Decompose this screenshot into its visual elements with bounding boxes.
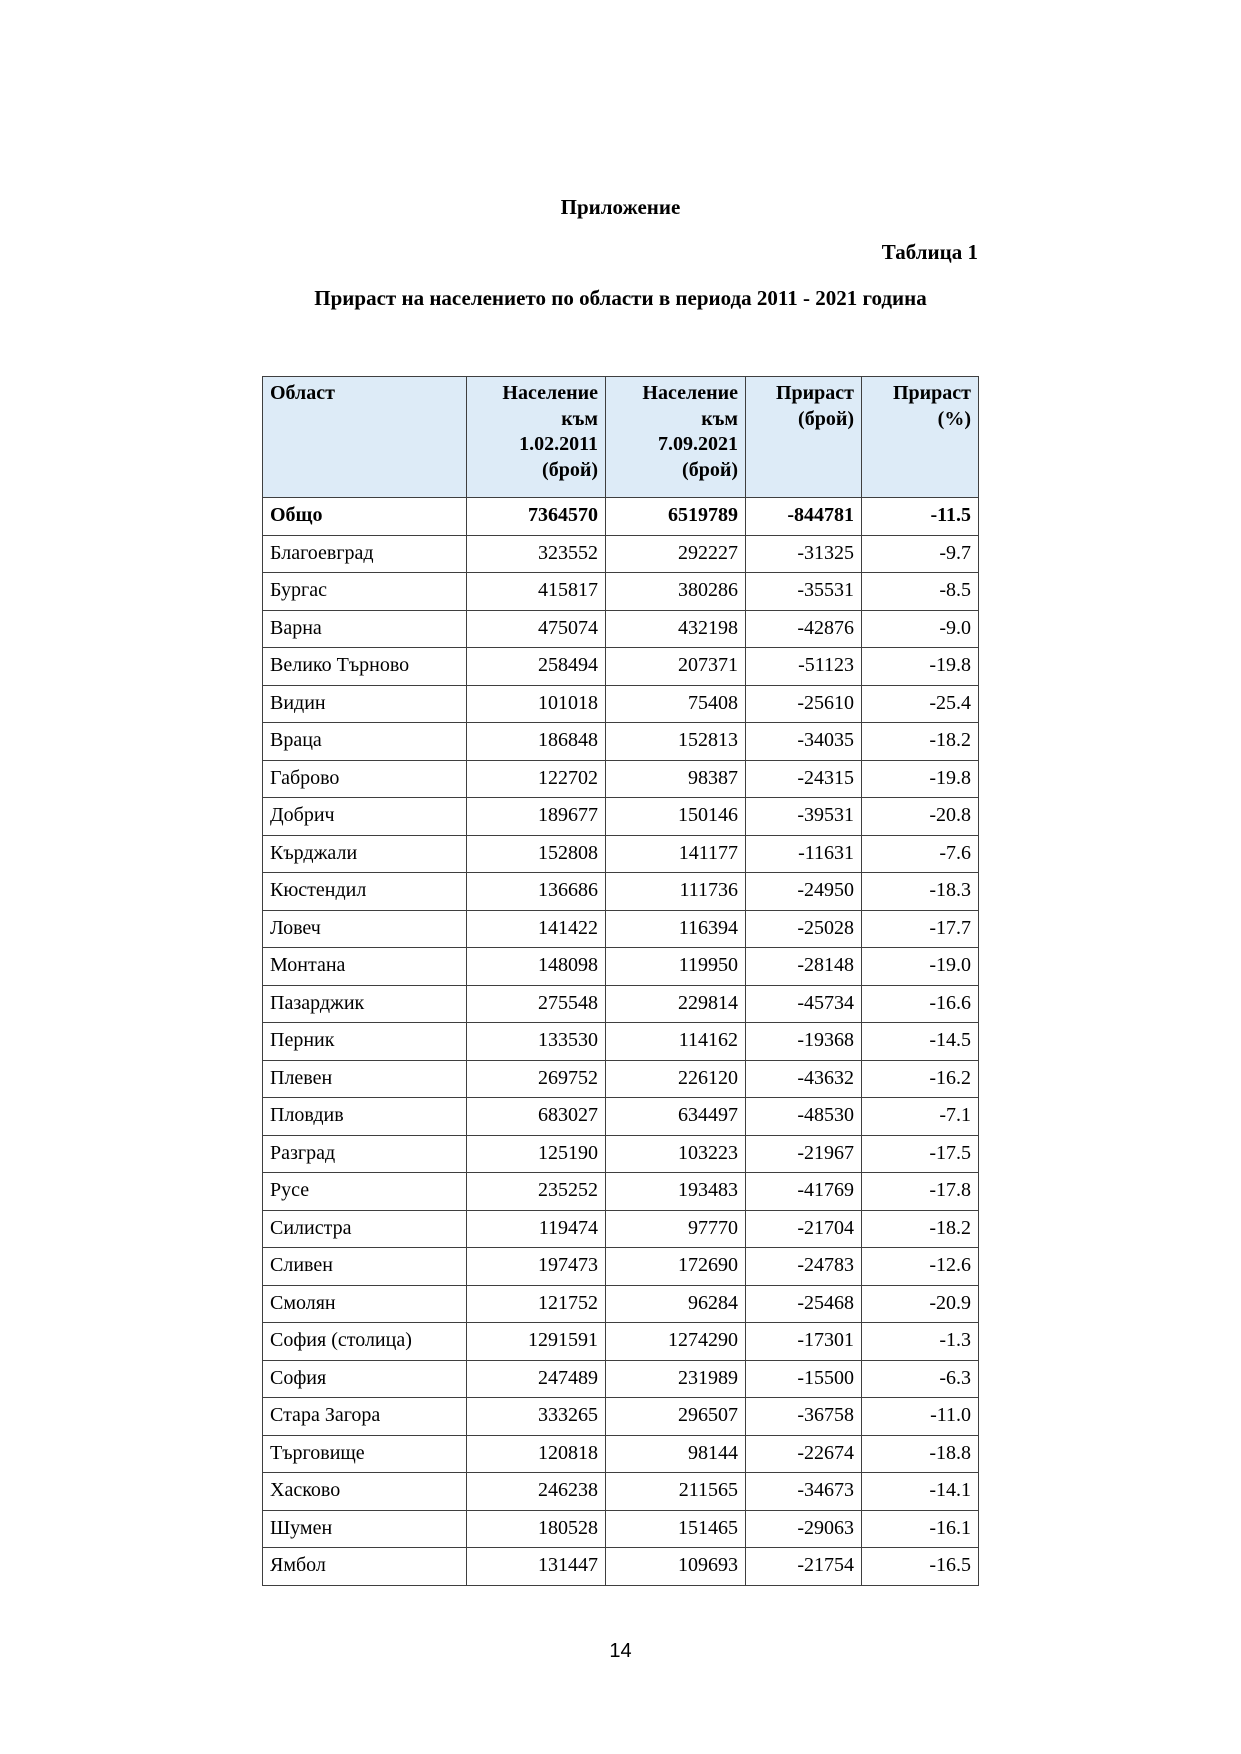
appendix-title: Приложение	[560, 195, 681, 219]
table-row	[263, 1173, 979, 1211]
growth-count-cell: -45734	[746, 985, 862, 1023]
population-2021-cell: 172690	[606, 1248, 746, 1286]
growth-percent-cell: -7.6	[862, 835, 979, 873]
population-2021-cell: 432198	[606, 610, 746, 648]
region-cell: Монтана	[263, 948, 467, 986]
population-2021-cell: 207371	[606, 648, 746, 686]
header-growth-percent	[862, 377, 979, 498]
growth-percent-cell: -18.3	[862, 873, 979, 911]
population-2011-cell: 258494	[467, 648, 606, 686]
table-row	[263, 910, 979, 948]
region-cell: Общо	[263, 498, 467, 536]
growth-count-cell: -22674	[746, 1435, 862, 1473]
population-2011-cell: 186848	[467, 723, 606, 761]
growth-percent-cell: -7.1	[862, 1098, 979, 1136]
region-cell: Кърджали	[263, 835, 467, 873]
growth-count-cell: -24783	[746, 1248, 862, 1286]
growth-percent-cell: -8.5	[862, 573, 979, 611]
region-cell: Видин	[263, 685, 467, 723]
population-2011-cell: 131447	[467, 1548, 606, 1586]
table-body	[263, 498, 979, 1586]
growth-percent-cell: -6.3	[862, 1360, 979, 1398]
population-2011-cell: 1291591	[467, 1323, 606, 1361]
population-2011-cell: 122702	[467, 760, 606, 798]
growth-percent-cell: -16.2	[862, 1060, 979, 1098]
growth-count-cell: -24315	[746, 760, 862, 798]
growth-percent-cell: -16.6	[862, 985, 979, 1023]
region-cell: Перник	[263, 1023, 467, 1061]
region-cell: Бургас	[263, 573, 467, 611]
growth-percent-cell: -19.8	[862, 648, 979, 686]
growth-percent-cell: -17.8	[862, 1173, 979, 1211]
population-2011-cell: 136686	[467, 873, 606, 911]
header-line: (%)	[937, 407, 971, 430]
header-line: (брой)	[682, 458, 738, 481]
population-2021-cell: 119950	[606, 948, 746, 986]
header-population-2021	[606, 377, 746, 498]
table-row	[263, 1098, 979, 1136]
growth-count-cell: -34673	[746, 1473, 862, 1511]
table-row	[263, 1398, 979, 1436]
header-line: Прираст	[775, 382, 854, 404]
growth-percent-cell: -12.6	[862, 1248, 979, 1286]
growth-percent-cell: -17.5	[862, 1135, 979, 1173]
table-row	[263, 1210, 979, 1248]
growth-percent-cell: -18.2	[862, 1210, 979, 1248]
growth-count-cell: -21704	[746, 1210, 862, 1248]
table-row	[263, 873, 979, 911]
table-row	[263, 985, 979, 1023]
region-cell: Пловдив	[263, 1098, 467, 1136]
table-row	[263, 1023, 979, 1061]
growth-percent-cell: -20.9	[862, 1285, 979, 1323]
table-title: Прираст на населението по области в периода 2011 - 2021 година	[314, 286, 927, 310]
population-2021-cell: 231989	[606, 1360, 746, 1398]
table-row	[263, 535, 979, 573]
population-2011-cell: 197473	[467, 1248, 606, 1286]
population-2021-cell: 75408	[606, 685, 746, 723]
header-line: (брой)	[798, 407, 854, 430]
table-row	[263, 1360, 979, 1398]
region-cell: Ловеч	[263, 910, 467, 948]
growth-count-cell: -28148	[746, 948, 862, 986]
growth-count-cell: -43632	[746, 1060, 862, 1098]
table-header	[263, 377, 979, 498]
table-row	[263, 1248, 979, 1286]
header-line: към	[701, 407, 738, 430]
population-2011-cell: 7364570	[467, 498, 606, 536]
population-2021-cell: 116394	[606, 910, 746, 948]
population-2021-cell: 97770	[606, 1210, 746, 1248]
population-2011-cell: 323552	[467, 535, 606, 573]
growth-count-cell: -19368	[746, 1023, 862, 1061]
growth-count-cell: -21754	[746, 1548, 862, 1586]
region-cell: Разград	[263, 1135, 467, 1173]
header-line: 7.09.2021	[658, 433, 738, 456]
growth-count-cell: -29063	[746, 1510, 862, 1548]
growth-percent-cell: -14.1	[862, 1473, 979, 1511]
region-cell: Силистра	[263, 1210, 467, 1248]
table-row	[263, 1285, 979, 1323]
region-cell: Велико Търново	[263, 648, 467, 686]
growth-percent-cell: -19.8	[862, 760, 979, 798]
table-row	[263, 948, 979, 986]
region-cell: Габрово	[263, 760, 467, 798]
population-2021-cell: 103223	[606, 1135, 746, 1173]
header-region-label: Област	[270, 382, 335, 404]
population-2011-cell: 120818	[467, 1435, 606, 1473]
region-cell: Смолян	[263, 1285, 467, 1323]
population-2011-cell: 247489	[467, 1360, 606, 1398]
population-2021-cell: 193483	[606, 1173, 746, 1211]
population-2021-cell: 109693	[606, 1548, 746, 1586]
table-row	[263, 1135, 979, 1173]
table-row	[263, 573, 979, 611]
table-row	[263, 723, 979, 761]
population-2011-cell: 152808	[467, 835, 606, 873]
population-2021-cell: 226120	[606, 1060, 746, 1098]
region-cell: Кюстендил	[263, 873, 467, 911]
growth-percent-cell: -25.4	[862, 685, 979, 723]
growth-percent-cell: -17.7	[862, 910, 979, 948]
growth-percent-cell: -9.7	[862, 535, 979, 573]
population-2011-cell: 269752	[467, 1060, 606, 1098]
growth-percent-cell: -19.0	[862, 948, 979, 986]
header-line: Прираст	[892, 382, 971, 404]
table-row	[263, 798, 979, 836]
population-2011-cell: 133530	[467, 1023, 606, 1061]
region-cell: Сливен	[263, 1248, 467, 1286]
growth-count-cell: -51123	[746, 648, 862, 686]
growth-percent-cell: -9.0	[862, 610, 979, 648]
growth-percent-cell: -16.5	[862, 1548, 979, 1586]
table-row	[263, 610, 979, 648]
table-row	[263, 1323, 979, 1361]
table-row	[263, 685, 979, 723]
region-cell: Плевен	[263, 1060, 467, 1098]
region-cell: София (столица)	[263, 1323, 467, 1361]
region-cell: Ямбол	[263, 1548, 467, 1586]
population-2021-cell: 152813	[606, 723, 746, 761]
region-cell: Русе	[263, 1173, 467, 1211]
growth-count-cell: -41769	[746, 1173, 862, 1211]
region-cell: Шумен	[263, 1510, 467, 1548]
region-cell: Стара Загора	[263, 1398, 467, 1436]
population-2011-cell: 333265	[467, 1398, 606, 1436]
population-2021-cell: 150146	[606, 798, 746, 836]
population-2011-cell: 275548	[467, 985, 606, 1023]
growth-count-cell: -24950	[746, 873, 862, 911]
table-label: Таблица 1	[881, 240, 978, 264]
growth-count-cell: -25028	[746, 910, 862, 948]
region-cell: София	[263, 1360, 467, 1398]
population-2011-cell: 415817	[467, 573, 606, 611]
population-2021-cell: 380286	[606, 573, 746, 611]
region-cell: Добрич	[263, 798, 467, 836]
growth-count-cell: -39531	[746, 798, 862, 836]
population-2021-cell: 634497	[606, 1098, 746, 1136]
region-cell: Пазарджик	[263, 985, 467, 1023]
growth-count-cell: -844781	[746, 498, 862, 536]
table-row	[263, 760, 979, 798]
growth-count-cell: -17301	[746, 1323, 862, 1361]
table-row	[263, 835, 979, 873]
table-header-row	[263, 377, 979, 498]
population-2021-cell: 6519789	[606, 498, 746, 536]
table-row	[263, 648, 979, 686]
population-2011-cell: 683027	[467, 1098, 606, 1136]
population-2021-cell: 211565	[606, 1473, 746, 1511]
growth-count-cell: -48530	[746, 1098, 862, 1136]
population-2021-cell: 141177	[606, 835, 746, 873]
population-2021-cell: 98144	[606, 1435, 746, 1473]
population-2011-cell: 121752	[467, 1285, 606, 1323]
growth-percent-cell: -16.1	[862, 1510, 979, 1548]
region-cell: Търговище	[263, 1435, 467, 1473]
region-cell: Хасково	[263, 1473, 467, 1511]
population-2011-cell: 125190	[467, 1135, 606, 1173]
population-2021-cell: 151465	[606, 1510, 746, 1548]
growth-percent-cell: -1.3	[862, 1323, 979, 1361]
population-2011-cell: 101018	[467, 685, 606, 723]
population-growth-table	[262, 376, 979, 1586]
population-2011-cell: 180528	[467, 1510, 606, 1548]
population-2011-cell: 189677	[467, 798, 606, 836]
table-row	[263, 1510, 979, 1548]
header-population-2011	[467, 377, 606, 498]
growth-percent-cell: -18.2	[862, 723, 979, 761]
population-2011-cell: 141422	[467, 910, 606, 948]
population-2021-cell: 292227	[606, 535, 746, 573]
growth-count-cell: -21967	[746, 1135, 862, 1173]
population-2021-cell: 111736	[606, 873, 746, 911]
header-line: Население	[642, 382, 738, 404]
header-line: (брой)	[542, 458, 598, 481]
header-region	[263, 377, 467, 498]
growth-count-cell: -42876	[746, 610, 862, 648]
header-line: 1.02.2011	[519, 433, 598, 456]
growth-count-cell: -34035	[746, 723, 862, 761]
table-row	[263, 1548, 979, 1586]
growth-count-cell: -25468	[746, 1285, 862, 1323]
population-2011-cell: 119474	[467, 1210, 606, 1248]
growth-percent-cell: -14.5	[862, 1023, 979, 1061]
growth-count-cell: -15500	[746, 1360, 862, 1398]
growth-percent-cell: -20.8	[862, 798, 979, 836]
population-2011-cell: 246238	[467, 1473, 606, 1511]
table-row	[263, 1473, 979, 1511]
population-2011-cell: 148098	[467, 948, 606, 986]
population-2021-cell: 1274290	[606, 1323, 746, 1361]
page-number: 14	[609, 1640, 632, 1662]
growth-count-cell: -31325	[746, 535, 862, 573]
population-2021-cell: 229814	[606, 985, 746, 1023]
header-growth-count	[746, 377, 862, 498]
growth-count-cell: -11631	[746, 835, 862, 873]
population-2021-cell: 296507	[606, 1398, 746, 1436]
table-row	[263, 1060, 979, 1098]
table-row-total	[263, 498, 979, 536]
growth-percent-cell: -11.5	[862, 498, 979, 536]
growth-count-cell: -35531	[746, 573, 862, 611]
population-2011-cell: 235252	[467, 1173, 606, 1211]
growth-count-cell: -25610	[746, 685, 862, 723]
population-2011-cell: 475074	[467, 610, 606, 648]
population-2021-cell: 114162	[606, 1023, 746, 1061]
growth-count-cell: -36758	[746, 1398, 862, 1436]
region-cell: Варна	[263, 610, 467, 648]
population-2021-cell: 98387	[606, 760, 746, 798]
population-2021-cell: 96284	[606, 1285, 746, 1323]
growth-percent-cell: -18.8	[862, 1435, 979, 1473]
region-cell: Враца	[263, 723, 467, 761]
region-cell: Благоевград	[263, 535, 467, 573]
header-line: към	[561, 407, 598, 430]
growth-percent-cell: -11.0	[862, 1398, 979, 1436]
header-line: Население	[502, 382, 598, 404]
table-row	[263, 1435, 979, 1473]
